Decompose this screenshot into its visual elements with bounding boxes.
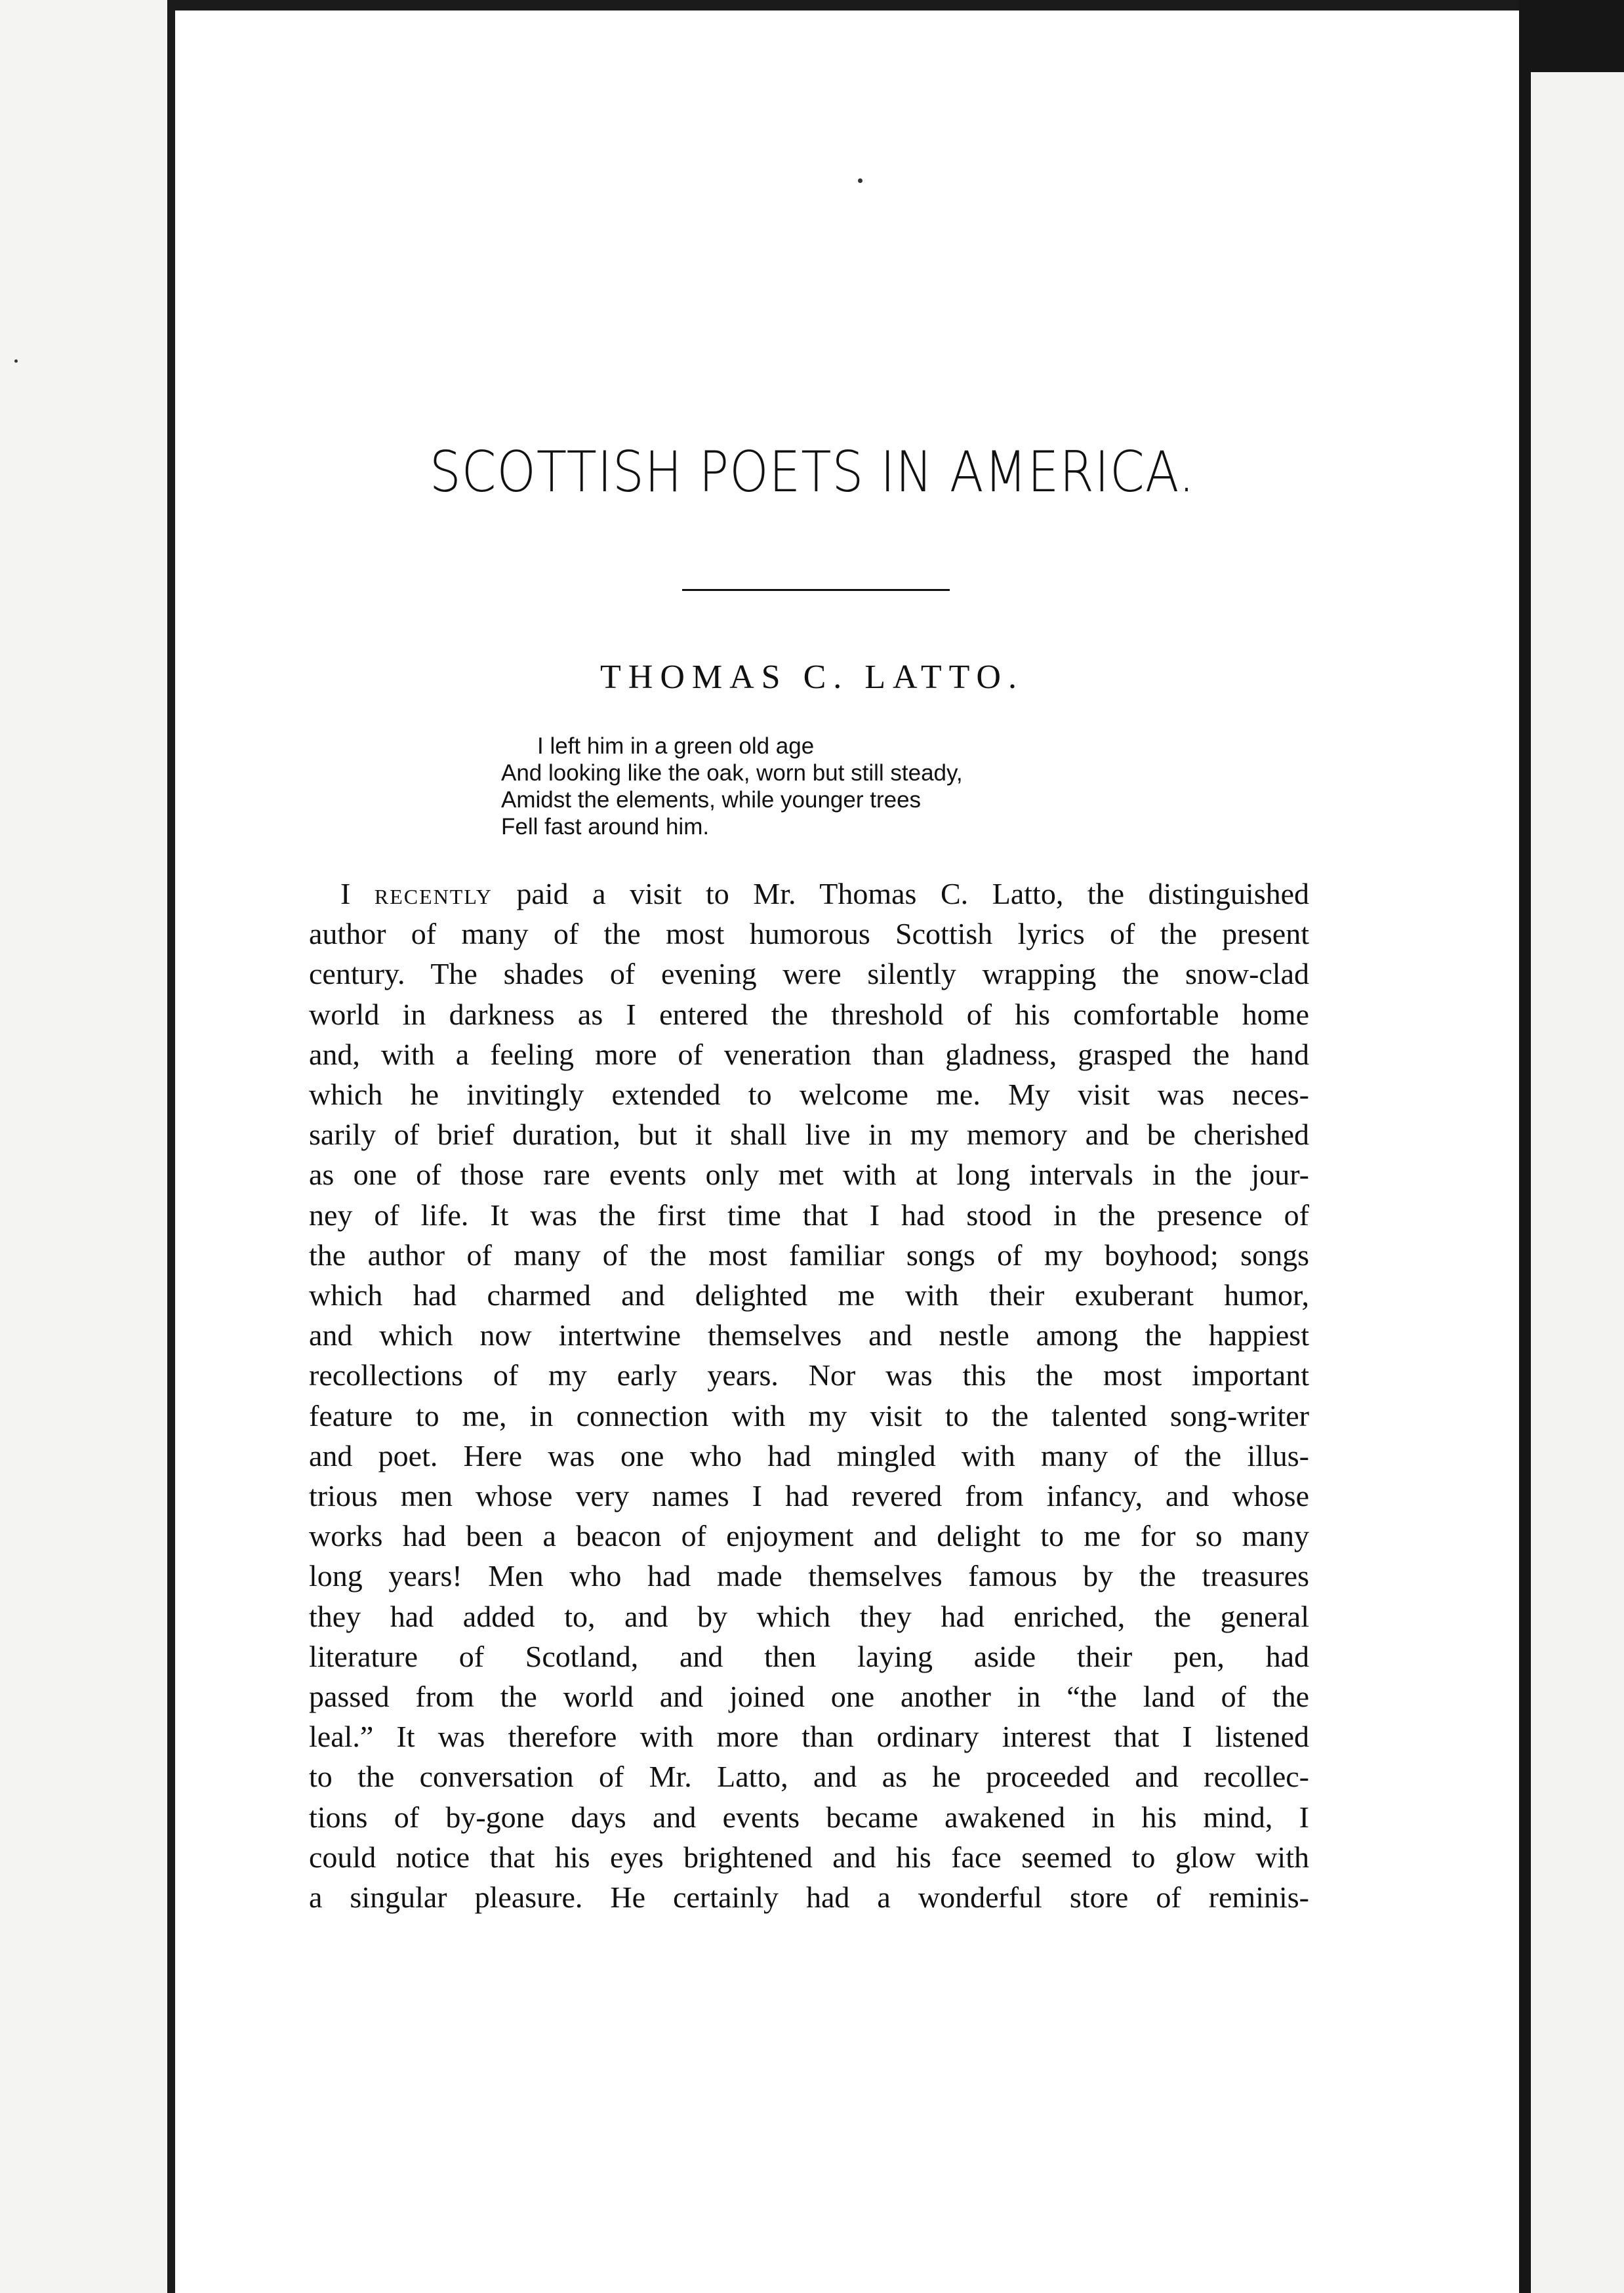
epigraph-line: I left him in a green old age xyxy=(537,733,815,759)
body-line: long years! Men who had made themselves famous by the treasures xyxy=(309,1559,1309,1593)
ink-speck xyxy=(858,178,863,183)
body-line: could notice that his eyes brightened and his face seemed to glow with xyxy=(309,1840,1309,1874)
epigraph-line: Amidst the elements, while younger trees xyxy=(501,787,922,813)
body-line: and poet. Here was one who had mingled with many of the illus- xyxy=(309,1438,1309,1472)
body-line: literature of Scotland, and then laying aside their pen, had xyxy=(309,1639,1309,1673)
body-line: tions of by-gone days and events became awakened in his mind, I xyxy=(309,1800,1309,1834)
body-line: passed from the world and joined one another in “the land of the xyxy=(309,1680,1309,1714)
body-line: sarily of brief duration, but it shall live in my memory and be cherished xyxy=(309,1118,1309,1152)
body-line: leal.” It was therefore with more than ordinary interest that I listened xyxy=(309,1720,1309,1754)
body-line: which had charmed and delighted me with their exuberant humor, xyxy=(309,1278,1309,1312)
top-scan-border xyxy=(167,0,1624,10)
body-line: ney of life. It was the first time that I had stood in the presence of xyxy=(309,1198,1309,1232)
body-line: trious men whose very names I had revered from infancy, and whose xyxy=(309,1479,1309,1513)
body-line: works had been a beacon of enjoyment and delight to me for so many xyxy=(309,1519,1309,1553)
title-divider xyxy=(682,589,950,591)
body-line: world in darkness as I entered the threshold of his comfortable home xyxy=(309,997,1309,1031)
body-line: the author of many of the most familiar songs of my boyhood; songs xyxy=(309,1238,1309,1272)
body-line: which he invitingly extended to welcome me. My visit was neces- xyxy=(309,1078,1309,1112)
poet-name: THOMAS C. LATTO. xyxy=(600,659,1024,696)
body-line: recollections of my early years. Nor was this the most important xyxy=(309,1358,1309,1392)
body-line: century. The shades of evening were silently wrapping the snow-clad xyxy=(309,957,1309,991)
body-line: as one of those rare events only met with at long intervals in the jour- xyxy=(309,1158,1309,1192)
lead-pronoun: I xyxy=(340,877,351,910)
epigraph-line: Fell fast around him. xyxy=(501,814,710,840)
left-facing-page xyxy=(0,0,167,2293)
left-page-edge xyxy=(167,0,175,2293)
right-underlying-page xyxy=(1531,72,1624,2293)
body-line: they had added to, and by which they had enriched, the general xyxy=(309,1599,1309,1633)
page-title: SCOTTISH POETS IN AMERICA. xyxy=(429,439,1195,505)
body-line: a singular pleasure. He certainly had a wonderful store of reminis- xyxy=(309,1880,1309,1915)
body-line: and which now intertwine themselves and nestle among the happiest xyxy=(309,1318,1309,1352)
ink-speck xyxy=(14,359,18,363)
body-line xyxy=(309,874,1309,914)
epigraph-line: And looking like the oak, worn but still steady, xyxy=(501,760,963,786)
lead-word: recently xyxy=(374,877,493,910)
body-line: feature to me, in connection with my visit to the talented song-writer xyxy=(309,1398,1309,1432)
body-line: to the conversation of Mr. Latto, and as he proceeded and recollec- xyxy=(309,1760,1309,1794)
body-line: author of many of the most humorous Scottish lyrics of the present xyxy=(309,917,1309,951)
body-line: and, with a feeling more of veneration than gladness, grasped the hand xyxy=(309,1037,1309,1071)
body-paragraph xyxy=(309,874,1309,1917)
epigraph xyxy=(501,733,1183,840)
first-line-text: paid a visit to Mr. Thomas C. Latto, the distinguished xyxy=(516,877,1310,910)
